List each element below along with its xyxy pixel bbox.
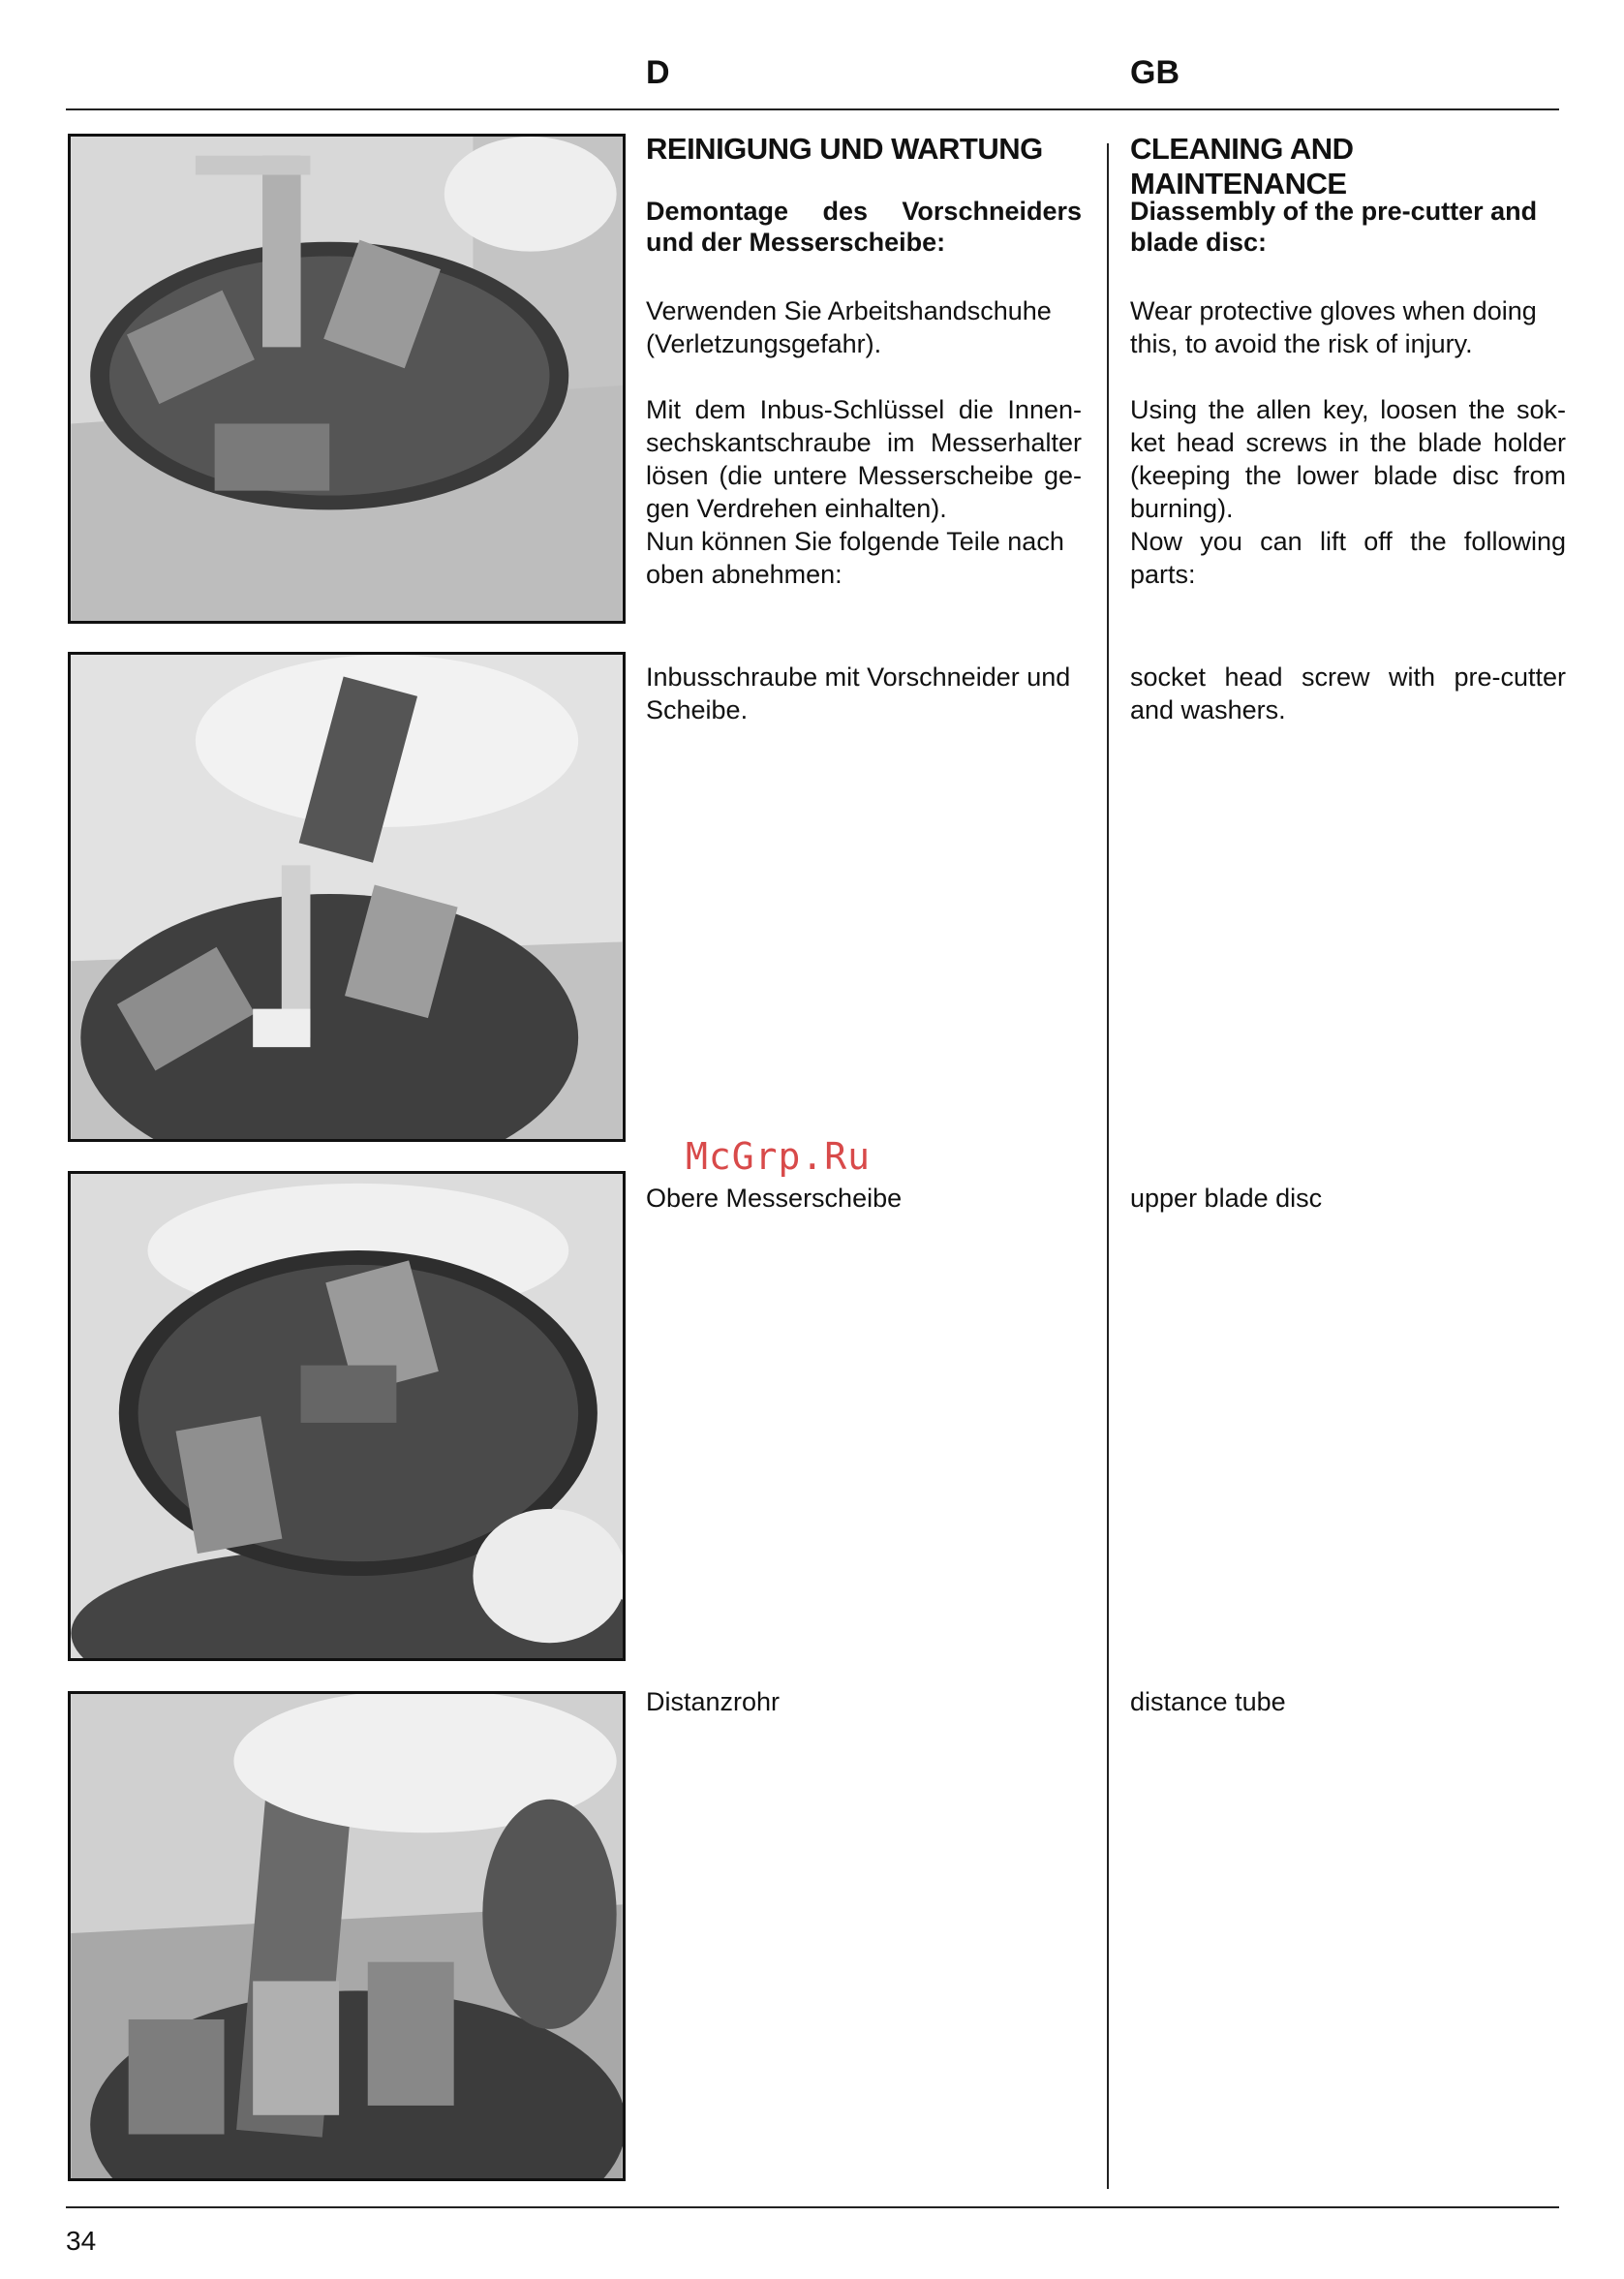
heading-gb: CLEANING AND MAINTENANCE [1130,132,1354,200]
footer-rule [66,2206,1559,2208]
step-blade-disc-de: Obere Messerscheibe [646,1184,903,1213]
page-number: 34 [66,2226,97,2256]
watermark: McGrp.Ru [686,1135,872,1178]
paragraph-allen-key-de: Mit dem Inbus-Schlüssel die Innen-sechskantschraube im Messerhalter lösen (die untere Messerscheibe ge-gen Verdrehen einhalten). [646,395,1082,523]
step-screw-gb: socket head screw with pre-cutter and washers. [1130,662,1566,724]
photo-upper-blade-disc [68,1171,626,1661]
heading-de: REINIGUNG UND WARTUNG [646,132,1043,166]
column-separator [1107,143,1109,2189]
paragraph-lift-off-de: Nun können Sie folgende Teile nach oben abnehmen: [646,527,1064,589]
paragraph-gloves-gb: Wear protective gloves when doing this, to avoid the risk of injury. [1130,296,1537,358]
step-blade-disc-gb: upper blade disc [1130,1184,1323,1213]
header-rule [66,108,1559,110]
subheading-de: Demontage des Vorschneiders und der Messerscheibe: [646,197,1082,257]
paragraph-allen-key-gb: Using the allen key, loosen the sok-ket head screws in the blade holder (keeping the lower blade disc from burning). [1130,395,1566,523]
photo-blade-assembly [68,134,626,624]
step-distance-tube-de: Distanzrohr [646,1687,781,1716]
language-label-de: D [646,54,670,91]
paragraph-lift-off-gb: Now you can lift off the following parts: [1130,527,1566,589]
step-screw-de: Inbusschraube mit Vorschneider und Scheibe. [646,662,1071,724]
step-distance-tube-gb: distance tube [1130,1687,1286,1716]
language-label-gb: GB [1130,54,1180,91]
paragraph-gloves-de: Verwenden Sie Arbeitshandschuhe (Verletzungsgefahr). [646,296,1052,358]
subheading-gb: Diassembly of the pre-cutter and blade disc: [1130,197,1538,257]
photo-screw-removal [68,652,626,1142]
photo-distance-tube [68,1691,626,2181]
